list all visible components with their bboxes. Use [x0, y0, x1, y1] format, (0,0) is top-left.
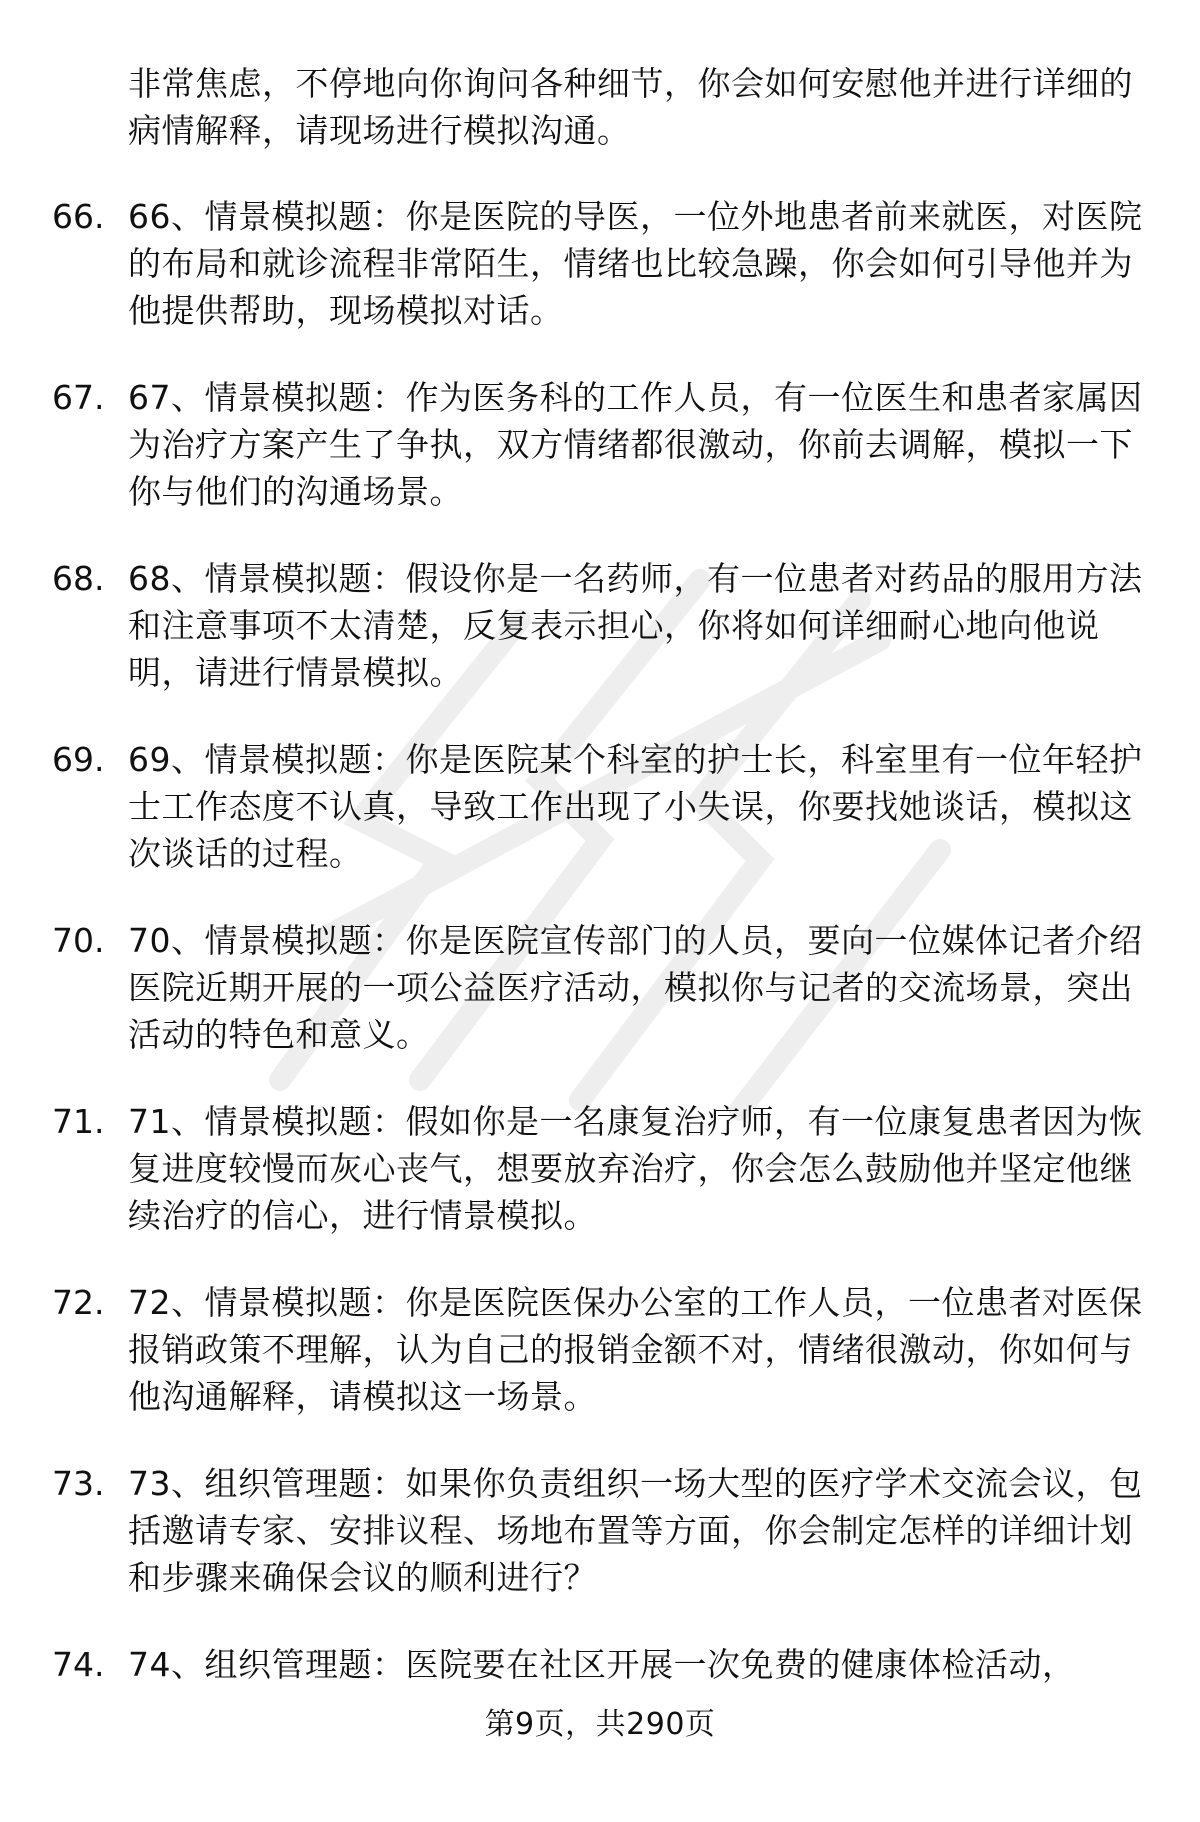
question-text: 71、情景模拟题：假如你是一名康复治疗师，有一位康复患者因为恢复进度较慢而灰心丧气，想要放弃治疗，你会怎么鼓励他并坚定他继续治疗的信心，进行情景模拟。 [128, 1102, 1143, 1235]
question-text: 66、情景模拟题：你是医院的导医，一位外地患者前来就医，对医院的布局和就诊流程非常陌生，情绪也比较急躁，你会如何引导他并为他提供帮助，现场模拟对话。 [128, 197, 1143, 330]
question-number: 68. [52, 559, 105, 598]
list-item [0, 1460, 1200, 1641]
question-text: 72、情景模拟题：你是医院医保办公室的工作人员，一位患者对医保报销政策不理解，认为自己的报销金额不对，情绪很激动，你如何与他沟通解释，请模拟这一场景。 [128, 1283, 1143, 1416]
list-item [0, 736, 1200, 917]
question-number: 73. [52, 1464, 105, 1503]
question-text: 73、组织管理题：如果你负责组织一场大型的医疗学术交流会议，包括邀请专家、安排议程、场地布置等方面，你会制定怎样的详细计划和步骤来确保会议的顺利进行？ [128, 1464, 1143, 1597]
question-number: 71. [52, 1102, 105, 1141]
question-text: 67、情景模拟题：作为医务科的工作人员，有一位医生和患者家属因为治疗方案产生了争执，双方情绪都很激动，你前去调解，模拟一下你与他们的沟通场景。 [128, 378, 1143, 511]
question-number: 74. [52, 1645, 105, 1684]
list-item [0, 374, 1200, 555]
question-text: 68、情景模拟题：假设你是一名药师，有一位患者对药品的服用方法和注意事项不太清楚，反复表示担心，你将如何详细耐心地向他说明，请进行情景模拟。 [128, 559, 1143, 692]
question-number: 67. [52, 378, 105, 417]
page-footer: 第9页，共290页 [484, 1707, 716, 1742]
continuation-paragraph: 非常焦虑，不停地向你询问各种细节，你会如何安慰他并进行详细的病情解释，请现场进行模拟沟通。 [128, 64, 1133, 150]
question-text: 69、情景模拟题：你是医院某个科室的护士长，科室里有一位年轻护士工作态度不认真，导致工作出现了小失误，你要找她谈话，模拟这次谈话的过程。 [128, 740, 1143, 873]
question-text: 74、组织管理题：医院要在社区开展一次免费的健康体检活动， [128, 1645, 1076, 1684]
question-number: 66. [52, 197, 105, 236]
question-number: 69. [52, 740, 105, 779]
list-item [0, 917, 1200, 1098]
question-text: 70、情景模拟题：你是医院宣传部门的人员，要向一位媒体记者介绍医院近期开展的一项公益医疗活动，模拟你与记者的交流场景，突出活动的特色和意义。 [128, 921, 1143, 1054]
list-item [0, 1279, 1200, 1460]
question-list [0, 193, 1200, 1822]
list-item [0, 1098, 1200, 1279]
list-item [0, 193, 1200, 374]
question-number: 70. [52, 921, 105, 960]
question-number: 72. [52, 1283, 105, 1322]
list-item [0, 555, 1200, 736]
